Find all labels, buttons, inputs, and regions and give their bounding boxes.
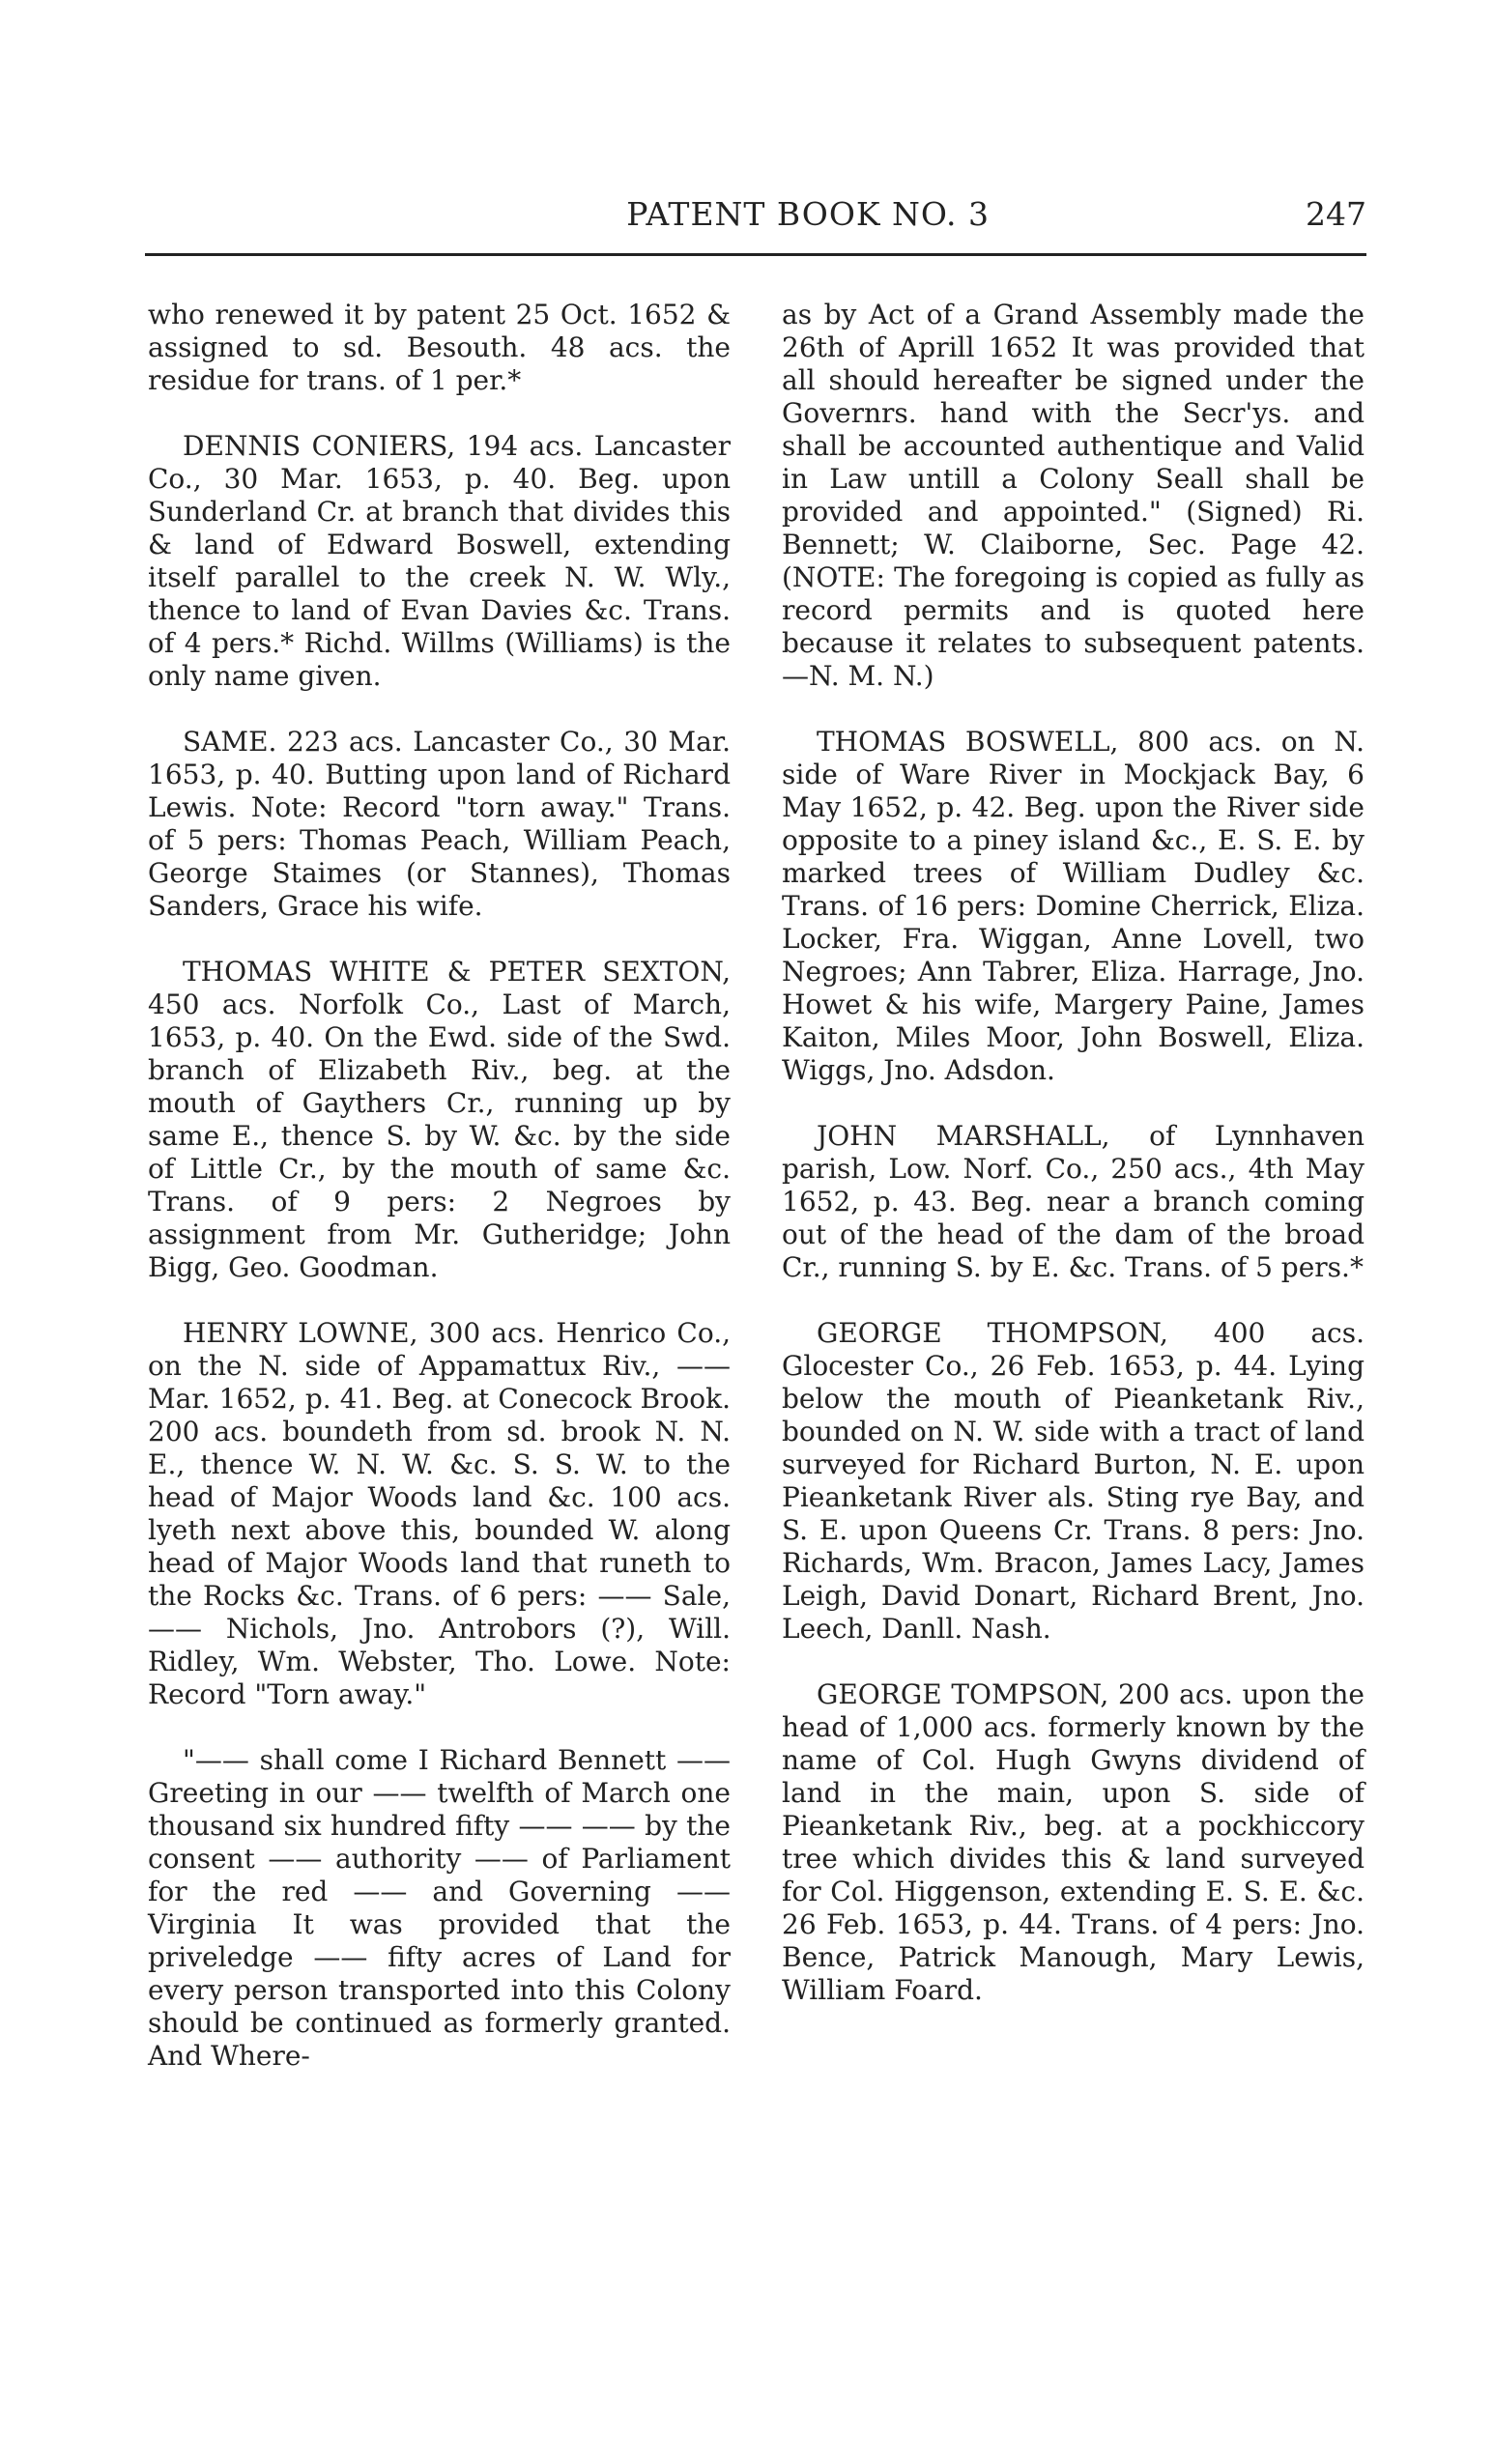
entry-george-thompson: GEORGE THOMPSON, 400 acs. Glocester Co., 26 Feb. 1653, p. 44. Lying below the mouth of Pieanketank Riv., bounded on N. W. side with a tract of land surveyed for Richard Burton, N. E. upon Pieanketank River als. Sting rye Bay, and S. E. upon Queens Cr. Trans. 8 pers: Jno. Richards, Wm. Bracon, James Lacy, James Leigh, David Donart, Richard Brent, Jno. Leech, Danll. Nash.: [782, 1317, 1365, 1645]
entry-thomas-boswell: THOMAS BOSWELL, 800 acs. on N. side of Ware River in Mockjack Bay, 6 May 1652, p. 42. Beg. upon the River side opposite to a piney island &c., E. S. E. by marked trees of William Dudley &c. Trans. of 16 pers: Domine Cherrick, Eliza. Locker, Fra. Wiggan, Anne Lovell, two Negroes; Ann Tabrer, Eliza. Harrage, Jno. Howet & his wife, Margery Paine, James Kaiton, Miles Moor, John Boswell, Eliza. Wiggs, Jno. Adsdon.: [782, 726, 1365, 1086]
page-header: [145, 195, 1366, 244]
entry-john-marshall: JOHN MARSHALL, of Lynnhaven parish, Low. Norf. Co., 250 acs., 4th May 1652, p. 43. Beg. near a branch coming out of the head of the dam of the broad Cr., running S. by E. &c. Trans. of 5 pers.*: [782, 1120, 1365, 1283]
entry-thomas-white-peter-sexton: THOMAS WHITE & PETER SEXTON, 450 acs. Norfolk Co., Last of March, 1653, p. 40. On the Ewd. side of the Swd. branch of Elizabeth Riv., beg. at the mouth of Gaythers Cr., running up by same E., thence S. by W. &c. by the side of Little Cr., by the mouth of same &c. Trans. of 9 pers: 2 Negroes by assignment from Mr. Gutheridge; John Bigg, Geo. Goodman.: [148, 956, 731, 1283]
page-number: 247: [1306, 195, 1366, 233]
entry-bennett-quotation: "—— shall come I Richard Bennett —— Greeting in our —— twelfth of March one thousand six hundred fifty —— —— by the consent —— authority —— of Parliament for the red —— and Governing —— Virginia It was provided that the priveledge —— fifty acres of Land for every person transported into this Colony should be continued as formerly granted. And Where-: [148, 1744, 731, 2072]
entry-same: SAME. 223 acs. Lancaster Co., 30 Mar. 1653, p. 40. Butting upon land of Richard Lewis. Note: Record "torn away." Trans. of 5 pers: Thomas Peach, William Peach, George Staimes (or Stannes), Thomas Sanders, Grace his wife.: [148, 726, 731, 922]
running-title: PATENT BOOK NO. 3: [626, 195, 990, 233]
left-column: [148, 299, 731, 2106]
entry-quotation-continued: as by Act of a Grand Assembly made the 26th of Aprill 1652 It was provided that all should hereafter be signed under the Governrs. hand with the Secr'ys. and shall be accounted authentique and Valid in Law untill a Colony Seall shall be provided and appointed." (Signed) Ri. Bennett; W. Claiborne, Sec. Page 42. (NOTE: The foregoing is copied as fully as record permits and is quoted here because it relates to subsequent patents.—N. M. N.): [782, 299, 1365, 692]
entry-henry-lowne: HENRY LOWNE, 300 acs. Henrico Co., on the N. side of Appamattux Riv., —— Mar. 1652, p. 41. Beg. at Conecock Brook. 200 acs. boundeth from sd. brook N. N. E., thence W. N. W. &c. S. S. W. to the head of Major Woods land &c. 100 acs. lyeth next above this, bounded W. along head of Major Woods land that runeth to the Rocks &c. Trans. of 6 pers: —— Sale, —— Nichols, Jno. Antrobors (?), Will. Ridley, Wm. Webster, Tho. Lowe. Note: Record "Torn away.": [148, 1317, 731, 1710]
entry-dennis-coniers: DENNIS CONIERS, 194 acs. Lancaster Co., 30 Mar. 1653, p. 40. Beg. upon Sunderland Cr. at branch that divides this & land of Edward Boswell, extending itself parallel to the creek N. W. Wly., thence to land of Evan Davies &c. Trans. of 4 pers.* Richd. Willms (Williams) is the only name given.: [148, 430, 731, 692]
right-column: [782, 299, 1365, 2040]
entry-continuation: who renewed it by patent 25 Oct. 1652 & assigned to sd. Besouth. 48 acs. the residue for trans. of 1 per.*: [148, 299, 731, 396]
entry-george-tompson: GEORGE TOMPSON, 200 acs. upon the head of 1,000 acs. formerly known by the name of Col. Hugh Gwyns dividend of land in the main, upon S. side of Pieanketank Riv., beg. at a pockhiccory tree which divides this & land surveyed for Col. Higgenson, extending E. S. E. &c. 26 Feb. 1653, p. 44. Trans. of 4 pers: Jno. Bence, Patrick Manough, Mary Lewis, William Foard.: [782, 1678, 1365, 2006]
header-rule: [145, 253, 1366, 256]
